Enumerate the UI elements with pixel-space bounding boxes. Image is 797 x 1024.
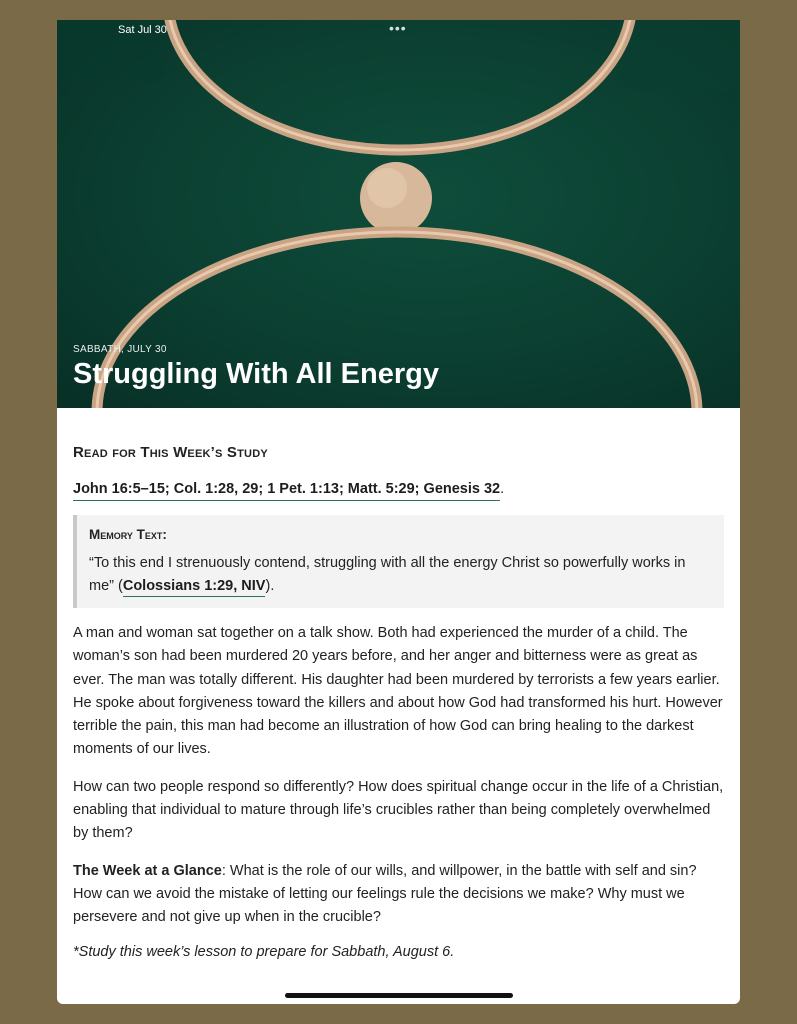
lesson-date-label: SABBATH, JULY 30	[73, 344, 167, 355]
memory-text-heading: Memory Text:	[89, 527, 167, 542]
reading-references	[73, 481, 724, 497]
memory-verse-text: “To this end I strenuously contend, struggling with all the energy Christ so powerfully works in me” (	[89, 555, 686, 594]
more-options-icon[interactable]: •••	[389, 20, 407, 36]
lesson-content	[73, 428, 724, 960]
hero-image	[57, 20, 740, 408]
memory-text-box	[73, 515, 724, 608]
scripture-references-link[interactable]: John 16:5–15; Col. 1:28, 29; 1 Pet. 1:13; Matt. 5:29; Genesis 32	[73, 481, 500, 501]
study-footnote: *Study this week’s lesson to prepare for Sabbath, August 6.	[73, 943, 455, 960]
memory-verse-close: ).	[265, 578, 275, 594]
memory-verse	[89, 552, 710, 598]
memory-verse-link[interactable]: Colossians 1:29, NIV	[123, 578, 266, 597]
week-at-glance-label: The Week at a Glance	[73, 862, 222, 879]
home-indicator[interactable]	[285, 993, 513, 998]
week-at-glance-paragraph	[73, 860, 724, 930]
app-window	[57, 20, 740, 1004]
intro-paragraph: A man and woman sat together on a talk show. Both had experienced the murder of a child. The woman’s son had been murdered 20 years before, and her anger and bitterness were as great as ever. The man was totally different. His daughter had been murdered by terrorists a few years earlier. He spoke about forgiveness toward the killers and about how God had transformed his hurt. However terrible the pain, this man had become an illustration of how God can bring healing to the darkest moments of our lives.	[73, 625, 723, 758]
references-period: .	[500, 481, 505, 497]
status-date: Sat Jul 30	[118, 24, 167, 36]
page-title: Struggling With All Energy	[73, 358, 439, 390]
question-paragraph: How can two people respond so differently? How does spiritual change occur in the life of a Christian, enabling that individual to mature through life’s crucibles rather than being completely overwhelmed by them?	[73, 778, 724, 842]
week-at-glance-text: : What is the role of our wills, and willpower, in the battle with self and sin? How can we avoid the mistake of letting our feelings rule the decisions we make? Why must we persevere and not give up when in the crucible?	[73, 862, 697, 926]
reading-heading: Read for This Week’s Study	[73, 444, 268, 461]
